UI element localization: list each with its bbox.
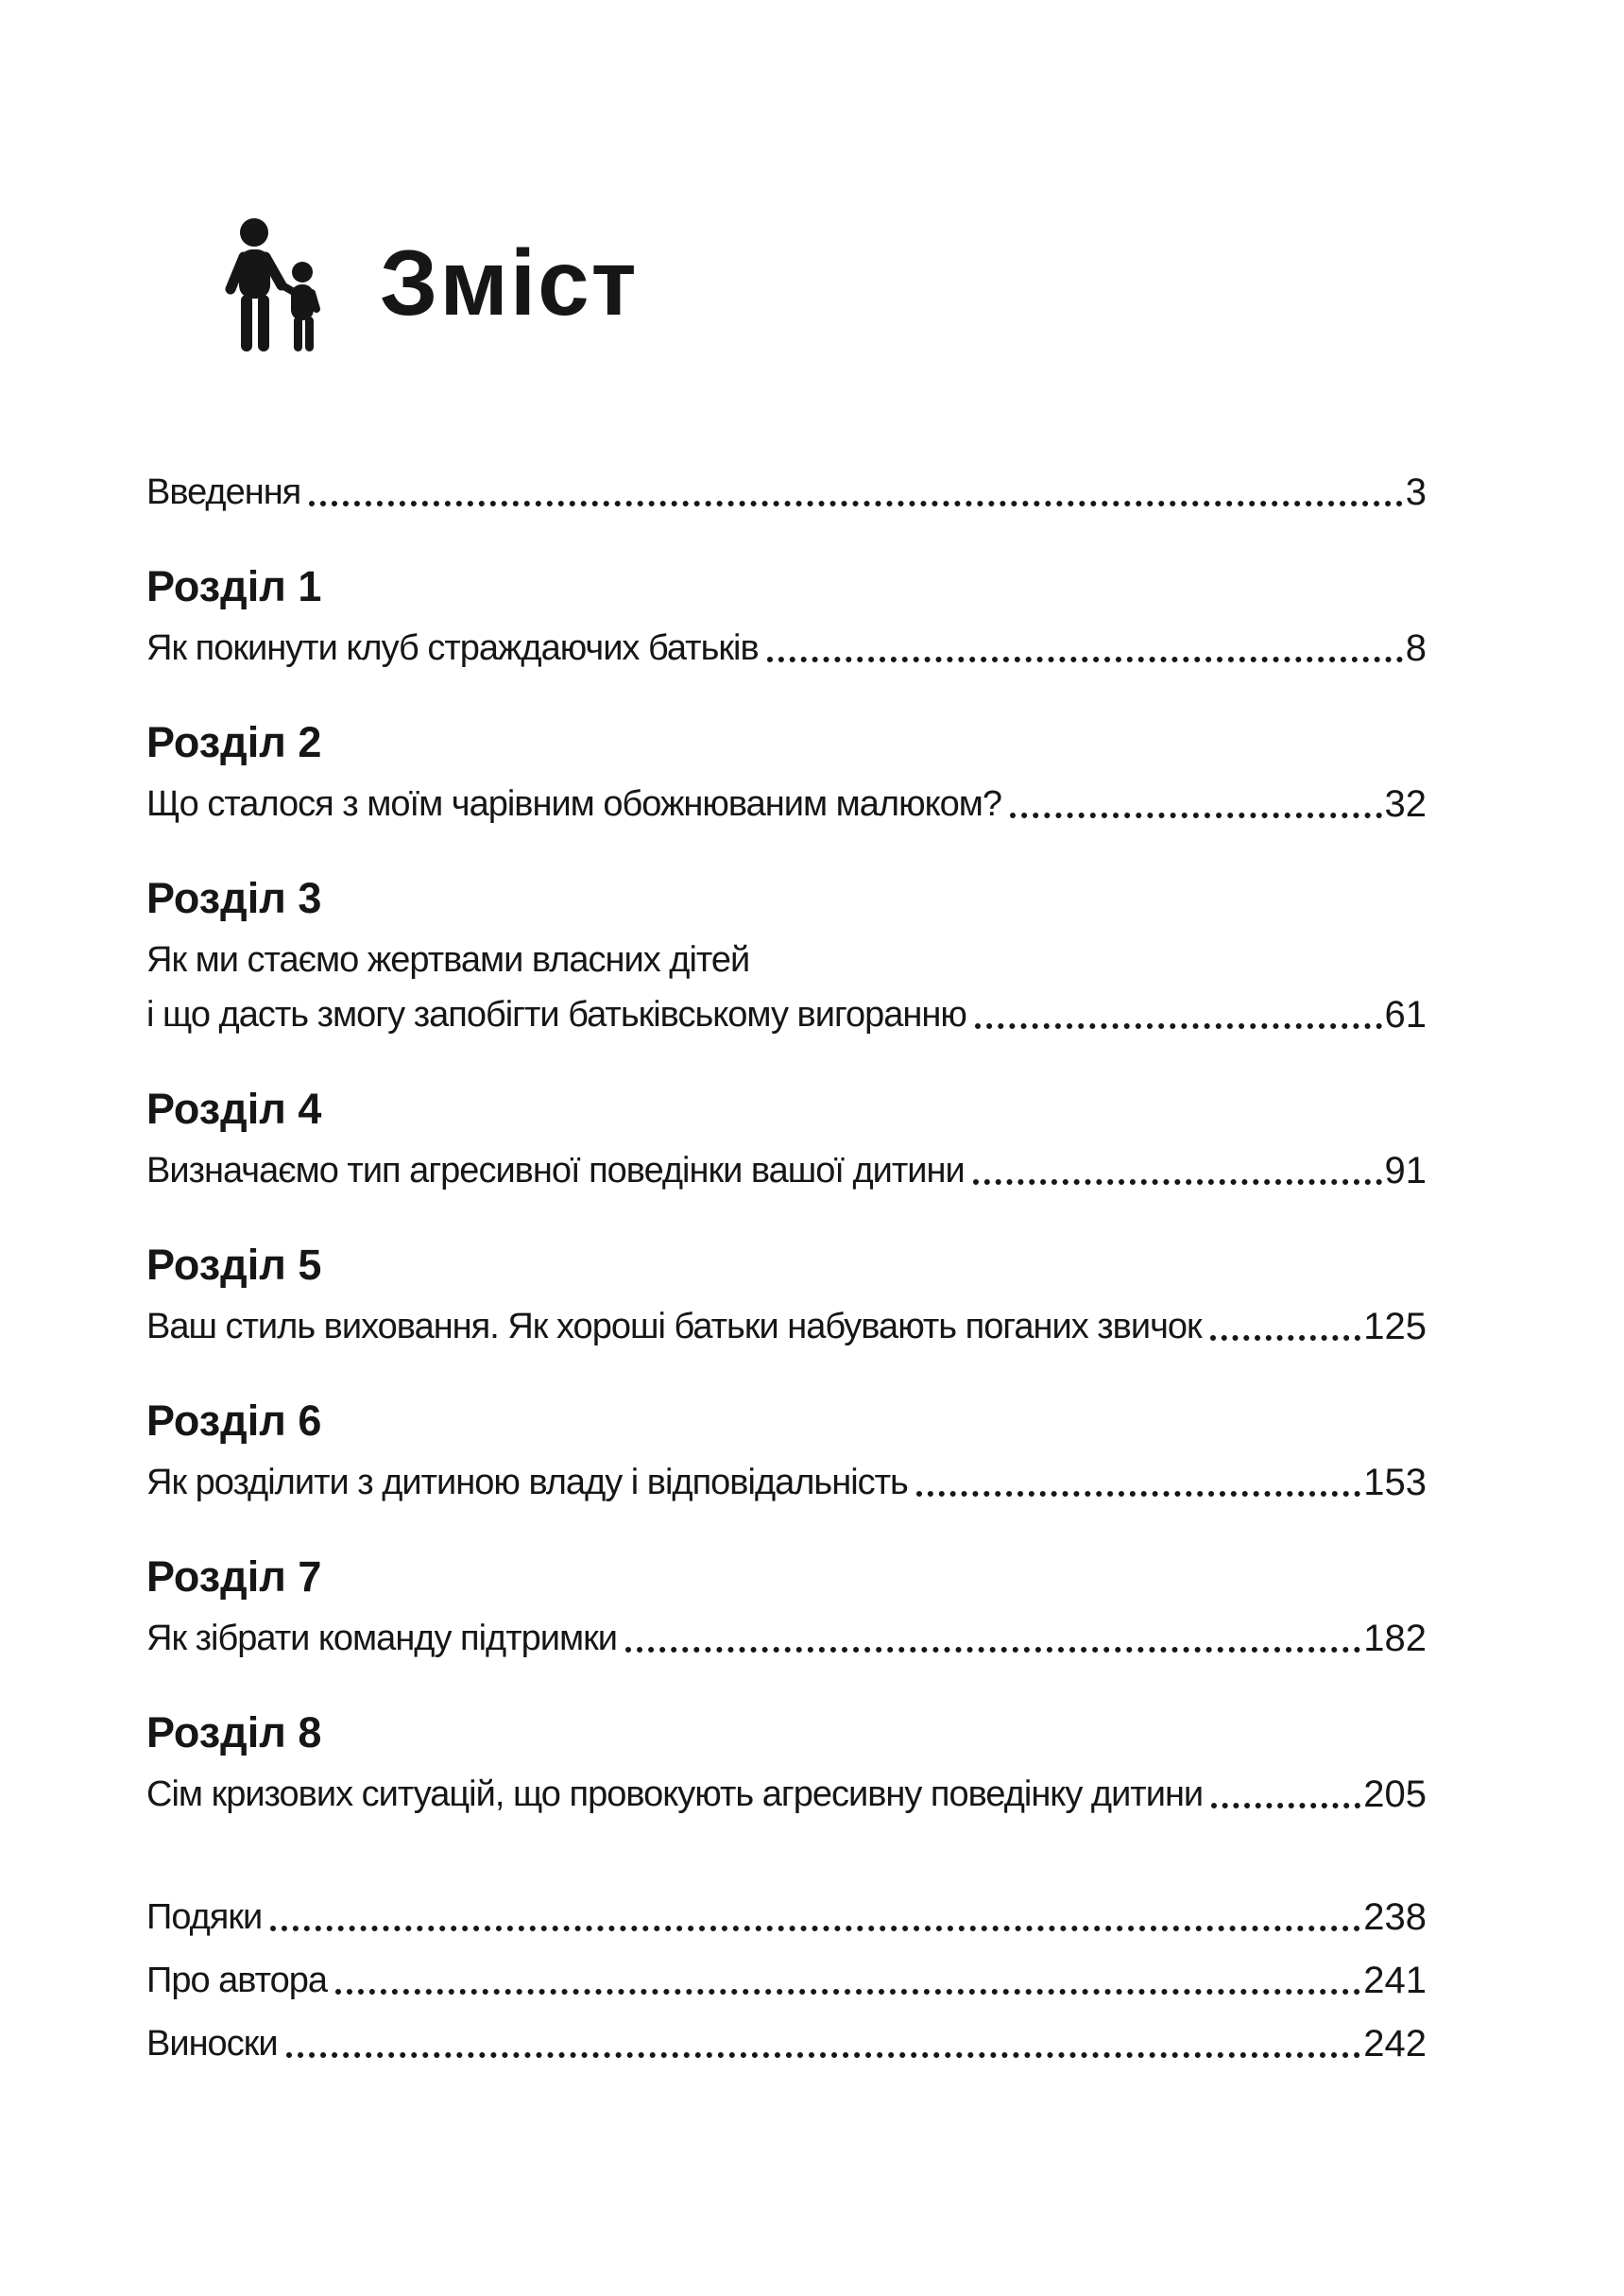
chapter-heading: Розділ 4: [146, 1085, 322, 1133]
dot-leader: [1010, 813, 1381, 818]
chapter-lines: [146, 1143, 1427, 1198]
chapter-entry: [146, 1706, 1427, 1822]
chapter-entry: [146, 716, 1427, 831]
toc-entry: [146, 1767, 1427, 1822]
toc-entry-page: 61: [1384, 994, 1427, 1036]
dot-leader: [975, 1023, 1382, 1029]
toc-entry-label: Що сталося з моїм чарівним обожнюваним малюком?: [146, 784, 1002, 824]
toc-entry-page: 242: [1363, 2023, 1427, 2065]
chapter-entry: [146, 560, 1427, 676]
toc-entry: [146, 1143, 1427, 1198]
dot-leader: [309, 501, 1402, 506]
dot-leader: [973, 1179, 1382, 1185]
chapter-entry: [146, 1395, 1427, 1510]
chapter-heading: Розділ 2: [146, 718, 322, 766]
chapter-lines: [146, 1611, 1427, 1666]
chapter-lines: [146, 777, 1427, 831]
toc-entry-page: 91: [1384, 1150, 1427, 1191]
chapter-entry: [146, 872, 1427, 1042]
toc-entry: [146, 2016, 1427, 2071]
parent-child-icon: [218, 217, 336, 364]
toc-entry-label: Сім кризових ситуацій, що провокують агресивну поведінку дитини: [146, 1774, 1204, 1814]
dot-leader: [1211, 1803, 1360, 1808]
chapter-lines: [146, 1455, 1427, 1510]
chapter-entry: [146, 1239, 1427, 1354]
toc-list: [146, 465, 1427, 2071]
chapters: [146, 560, 1427, 1822]
chapter-lines: [146, 933, 1427, 1042]
toc-entry: [146, 1455, 1427, 1510]
chapter-heading: Розділ 3: [146, 874, 322, 922]
dot-leader: [270, 1926, 1360, 1931]
toc-entry: [146, 1299, 1427, 1354]
toc-entry: [146, 1953, 1427, 2008]
toc-entry-page: 32: [1384, 783, 1427, 825]
chapter-entry: [146, 1083, 1427, 1198]
toc-entry-label: Подяки: [146, 1897, 263, 1937]
chapter-lines: [146, 1299, 1427, 1354]
chapter-heading: Розділ 6: [146, 1396, 322, 1445]
toc-entry-label: Виноски: [146, 2024, 278, 2064]
chapter-heading: Розділ 1: [146, 562, 322, 610]
chapter-heading: Розділ 5: [146, 1241, 322, 1289]
chapter-title-line: Як ми стаємо жертвами власних дітей: [146, 940, 750, 980]
toc-entry: [146, 621, 1427, 676]
toc-entry: [146, 777, 1427, 831]
toc-entry-label: Про автора: [146, 1961, 328, 2000]
header: [218, 215, 1427, 365]
toc-entry-page: 205: [1363, 1773, 1427, 1815]
page-title: Зміст: [380, 231, 639, 334]
chapter-lines: [146, 621, 1427, 676]
dot-leader: [916, 1491, 1360, 1497]
toc-entry-page: 153: [1363, 1462, 1427, 1503]
toc-entry-label: Як покинути клуб страждаючих батьків: [146, 628, 759, 668]
toc-entry-page: 8: [1405, 627, 1427, 669]
toc-page: [146, 0, 1427, 2071]
toc-entry-page: 125: [1363, 1306, 1427, 1347]
chapter-entry: [146, 1551, 1427, 1666]
toc-entry: [146, 987, 1427, 1042]
toc-entry-label: Як зібрати команду підтримки: [146, 1619, 617, 1658]
back-matter: [146, 1890, 1427, 2071]
dot-leader: [286, 2052, 1361, 2058]
dot-leader: [767, 657, 1403, 662]
dot-leader: [1210, 1335, 1361, 1341]
dot-leader: [335, 1989, 1360, 1995]
chapter-heading: Розділ 8: [146, 1708, 322, 1756]
toc-entry-page: 241: [1363, 1960, 1427, 2001]
toc-entry-label: Введення: [146, 472, 301, 512]
toc-entry-label: Ваш стиль виховання. Як хороші батьки набувають поганих звичок: [146, 1307, 1202, 1346]
toc-entry-page: 182: [1363, 1618, 1427, 1659]
toc-entry-intro: [146, 465, 1427, 520]
toc-entry-label: Визначаємо тип агресивної поведінки вашої дитини: [146, 1151, 965, 1191]
toc-entry: [146, 1611, 1427, 1666]
dot-leader: [625, 1647, 1360, 1653]
chapter-heading: Розділ 7: [146, 1552, 322, 1601]
toc-entry-page: 3: [1405, 471, 1427, 513]
toc-entry: [146, 1890, 1427, 1945]
toc-entry-page: 238: [1363, 1896, 1427, 1938]
chapter-lines: [146, 1767, 1427, 1822]
toc-entry-label: Як розділити з дитиною владу і відповідальність: [146, 1463, 908, 1502]
toc-entry-label: і що дасть змогу запобігти батьківському вигоранню: [146, 995, 966, 1035]
